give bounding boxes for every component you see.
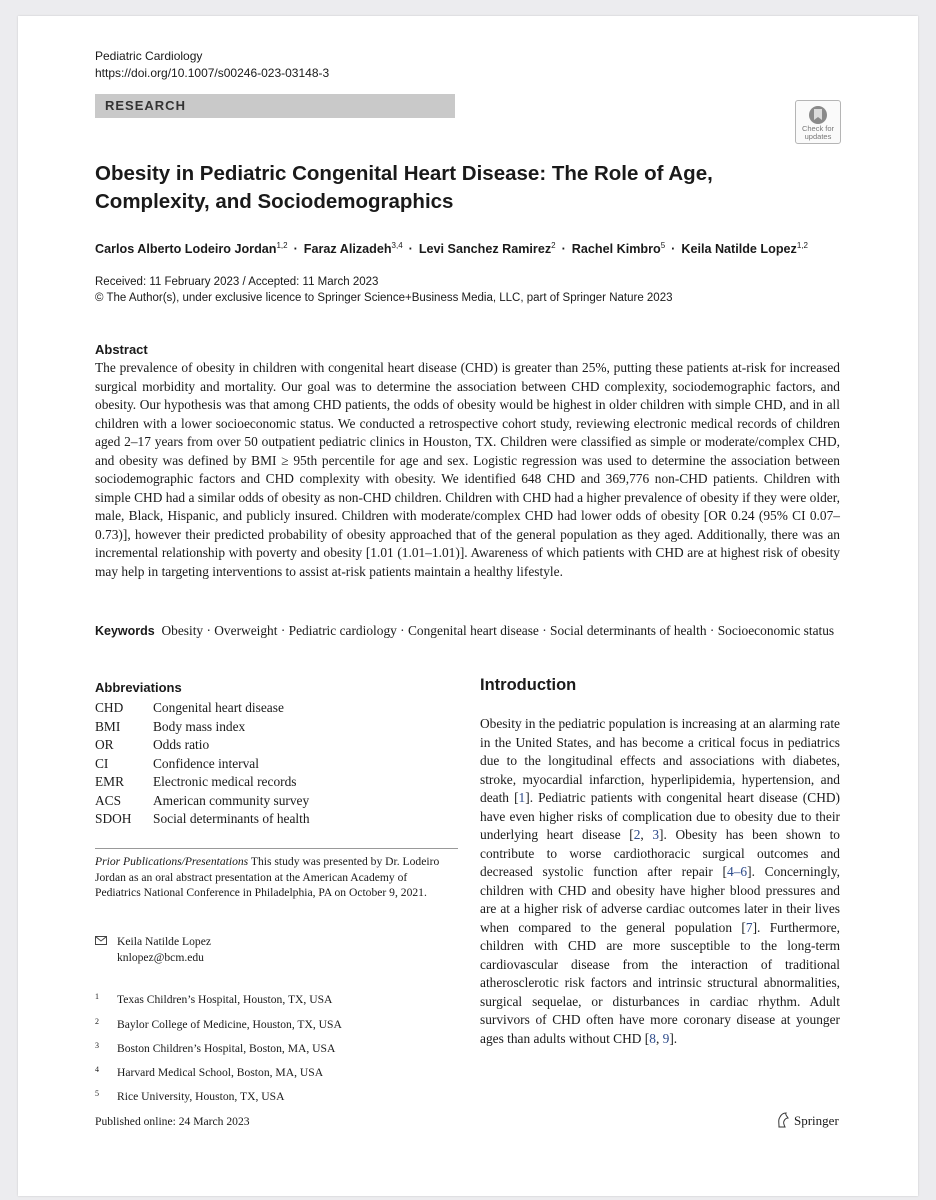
introduction-text-run: ]. Furthermore, children with CHD are more susceptible to the long-term cardiovascular disease from the interaction of traditional atherosclerotic risk factors and intrinsic structural abnormalities, surgical sequelae, or disturbances in cardiac rhythm. Adult survivors of CHD often have more coronary disease at younger ages than adults without CHD [	[480, 919, 841, 1046]
introduction-text-run: ,	[640, 827, 653, 842]
abstract-heading: Abstract	[95, 342, 148, 357]
abbreviation-row	[95, 755, 310, 774]
author-affiliation-mark: 3,4	[391, 241, 403, 250]
affiliation-text: Harvard Medical School, Boston, MA, USA	[117, 1066, 324, 1079]
bookmark-badge-icon	[808, 105, 828, 125]
publisher-name: Springer	[794, 1113, 839, 1128]
abbreviation-code: CHD	[95, 700, 124, 715]
introduction-heading: Introduction	[480, 676, 577, 694]
introduction-text-run: ].	[669, 1030, 678, 1046]
abbreviation-code: BMI	[95, 718, 121, 734]
author-separator: ·	[408, 242, 413, 257]
author-affiliation-mark: 5	[660, 241, 666, 250]
author-separator: ·	[561, 242, 566, 257]
abbreviation-code: OR	[95, 737, 114, 752]
citation-link[interactable]: 1	[518, 790, 526, 805]
springer-horse-icon	[776, 1112, 790, 1128]
citation-link[interactable]: 4–6	[727, 864, 748, 879]
corresponding-author-name: Keila Natilde Lopez	[117, 935, 211, 948]
envelope-icon	[95, 936, 107, 945]
abbreviation-row	[95, 718, 310, 737]
abbreviation-meaning: Congenital heart disease	[153, 700, 284, 715]
corresponding-author-email[interactable]: knlopez@bcm.edu	[117, 950, 204, 964]
introduction-text-run: ]. Concerningly, children with CHD and obesity have higher blood pressures and are at a higher risk of adverse cardiac outcomes later in their lives when compared to the general population [	[480, 864, 840, 935]
article-title: Obesity in Pediatric Congenital Heart Disease: The Role of Age, Complexity, and Sociodemographics	[95, 162, 713, 213]
author-separator: ·	[293, 242, 298, 257]
affiliation-number: 2	[95, 1017, 99, 1026]
introduction-text-run: ]. Pediatric patients with congenital heart disease (CHD) have even higher risks of complication due to obesity due to their underlying heart disease [	[480, 790, 840, 842]
doi-link[interactable]: https://doi.org/10.1007/s00246-023-03148-3	[95, 66, 330, 80]
affiliation-text: Texas Children’s Hospital, Houston, TX, USA	[117, 993, 333, 1006]
author-affiliation-mark: 2	[551, 241, 556, 250]
author-name[interactable]: Rachel Kimbro	[571, 242, 661, 257]
keywords	[95, 622, 840, 641]
affiliation-number: 5	[95, 1089, 99, 1098]
citation-link[interactable]: 3	[652, 827, 660, 842]
author-name[interactable]: Keila Natilde Lopez	[681, 242, 797, 257]
author-name[interactable]: Levi Sanchez Ramirez	[418, 242, 552, 257]
abbreviation-row	[95, 773, 310, 792]
introduction-text	[480, 715, 840, 1048]
abstract-text: The prevalence of obesity in children with congenital heart disease (CHD) is greater than 25%, putting these patients at-risk for increased surgical morbidity and mortality. Our goal was to determine the association between CHD complexity, sociodemographic factors, and obesity. Our hypothesis was that among CHD patients, the odds of obesity would be highest in older children with simple CHD, and in all children with a lower socioeconomic status. We conducted a retrospective cohort study, reviewing electronic medical records of children aged 2–17 years from over 50 outpatient pediatric clinics in Houston, TX. Children were classified as simple or moderate/complex CHD, and obesity was defined by BMI ≥ 95th percentile for age and sex. Logistic regression was used to determine the association between sociodemographic factors and CHD complexity with obesity. We identified 648 CHD and 369,776 non-CHD patients. Children with simple CHD had a similar odds of obesity as non-CHD children. Children with CHD had a higher prevalence of obesity if they were older, male, Black, Hispanic, and publicly insured. Children with moderate/complex CHD had lower odds of obesity [OR 0.24 (95% CI 0.07–0.73)], however their predicted probability of obesity approached that of the general population as they aged. Additionally, there was an incremental relationship with poverty and obesity [1.01 (1.01–1.01)]. Awareness of which patients with CHD are at highest risk of obesity may help in targeting interventions to assist at-risk patients maintain a healthy lifestyle.	[95, 360, 840, 579]
author-affiliation-mark: 1,2	[276, 241, 288, 250]
prior-publications-label: Prior Publications/Presentations	[95, 855, 249, 868]
prior-publications-text: This study was presented by Dr. Lodeiro Jordan as an oral abstract presentation at the American Academy of Pediatrics National Conference in Philadelphia, PA on October 9, 2021.	[95, 855, 440, 899]
abbreviation-code: SDOH	[95, 811, 132, 826]
abbreviation-meaning: Social determinants of health	[153, 811, 310, 826]
citation-link[interactable]: 9	[662, 1030, 670, 1046]
introduction-text-run: ,	[655, 1030, 663, 1046]
abbreviation-row	[95, 736, 310, 755]
abbreviations-table	[95, 699, 310, 829]
author-separator: ·	[671, 242, 676, 257]
affiliation-number: 1	[95, 992, 99, 1001]
check-updates-line2: updates	[804, 132, 832, 141]
abbreviation-row	[95, 810, 310, 829]
check-updates-line1: Check for	[801, 124, 835, 133]
author-affiliation-mark: 1,2	[796, 241, 808, 250]
abbreviation-row	[95, 699, 310, 718]
article-page	[18, 16, 918, 1196]
section-banner	[95, 94, 455, 118]
author-list	[95, 238, 875, 257]
received-accepted-dates: Received: 11 February 2023 / Accepted: 11 March 2023	[95, 276, 379, 288]
abbreviation-code: EMR	[95, 774, 125, 789]
affiliation-number: 3	[95, 1041, 99, 1050]
abbreviation-row	[95, 792, 310, 811]
author-name[interactable]: Carlos Alberto Lodeiro Jordan	[95, 242, 277, 257]
section-label: RESEARCH	[105, 98, 186, 113]
abbreviation-code: CI	[95, 755, 109, 771]
keywords-text: Obesity · Overweight · Pediatric cardiology · Congenital heart disease · Social determinants of health · Socioeconomic status	[161, 623, 835, 638]
citation-link[interactable]: 8	[649, 1030, 656, 1046]
abbreviation-meaning: Electronic medical records	[153, 774, 297, 789]
published-online-date: Published online: 24 March 2023	[95, 1115, 250, 1128]
affiliation-number: 4	[95, 1065, 99, 1074]
author-name[interactable]: Faraz Alizadeh	[303, 242, 392, 257]
citation-link[interactable]: 2	[633, 827, 641, 842]
abbreviation-meaning: Odds ratio	[153, 737, 210, 752]
copyright-notice: © The Author(s), under exclusive licence to Springer Science+Business Media, LLC, part of Springer Nature 2023	[95, 292, 673, 304]
abbreviations-heading: Abbreviations	[95, 680, 182, 695]
affiliation-text: Baylor College of Medicine, Houston, TX, USA	[117, 1018, 342, 1031]
journal-name: Pediatric Cardiology	[95, 49, 203, 63]
footnote-divider	[95, 848, 458, 849]
check-for-updates-badge[interactable]	[795, 100, 841, 144]
citation-link[interactable]: 7	[745, 919, 753, 935]
abbreviation-code: ACS	[95, 792, 122, 808]
introduction-text-run: Obesity in the pediatric population is increasing at an alarming rate in the United States, and has become a critical focus in pediatrics due to the longitudinal effects and associations with diabetes, stroke, myocardial infarction, hyperlipidemia, hypertension, and death [	[480, 716, 840, 805]
abbreviation-meaning: American community survey	[153, 792, 310, 808]
affiliation-text: Rice University, Houston, TX, USA	[117, 1090, 285, 1103]
keywords-label: Keywords	[95, 624, 155, 638]
affiliation-text: Boston Children’s Hospital, Boston, MA, USA	[117, 1042, 336, 1055]
abbreviation-meaning: Body mass index	[153, 718, 246, 734]
introduction-text-run: ]. Obesity has been shown to contribute to worse cardiothoracic surgical outcomes and decreased systolic function after repair [	[480, 827, 840, 879]
springer-logo	[776, 1111, 846, 1131]
prior-publications-note	[95, 854, 450, 901]
abbreviation-meaning: Confidence interval	[153, 755, 259, 771]
